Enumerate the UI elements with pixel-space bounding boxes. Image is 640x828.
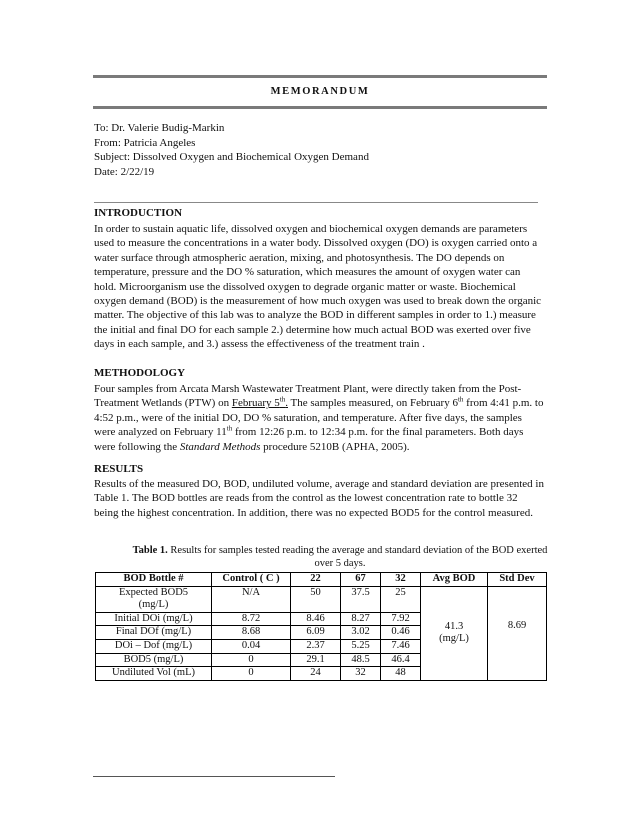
results-paragraph: Results of the measured DO, BOD, undiluted volume, average and standard deviation are presented in Table 1. The BOD bottles are reads from the control as the lowest concentration rate to bottle 32 being the highest concentration. In addition, there was no expected BOD5 for the control measured. — [94, 478, 544, 519]
table-cell: 32 — [341, 667, 381, 681]
intro-paragraph: In order to sustain aquatic life, dissolved oxygen and biochemical oxygen demands are parameters used to measure the concentrations in a water body. Dissolved oxygen (DO) is oxygen carried onto a water surface through atmospheric aeration, mixing, and photosynthesis. The DO depends on temperature, pressure and the DO % saturation, which measures the amount of oxygen water can hold. Microorganism use the dissolved oxygen to degrade organic matter or waste. Biochemical oxygen demand (BOD) is the measurement of how much oxygen was used to break down the organic matter. The objective of this lab was to analyze the BOD in different samples in order to 1.) measure the initial and final DO for each sample 2.) determine how much actual BOD was exerted over five days in each sample, and 3.) assess the effectiveness of the treatment train . — [94, 223, 542, 351]
avg-bod-value: 41.3 — [444, 620, 464, 632]
methodology-date: February 5 — [231, 397, 280, 410]
methodology-sup-2: th — [457, 395, 464, 404]
table-header-row — [96, 573, 547, 587]
memo-subject: Subject: Dissolved Oxygen and Biochemical Oxygen Demand — [94, 151, 369, 164]
header-cell: Avg BOD — [421, 573, 488, 587]
memo-to: To: Dr. Valerie Budig-Markin — [94, 122, 225, 134]
memo-title: MEMORANDUM — [270, 86, 370, 97]
std-dev-cell — [488, 586, 547, 680]
methodology-date-link: February 5th. — [231, 395, 288, 410]
header-cell: 32 — [381, 573, 421, 587]
footnote-rule — [93, 776, 335, 777]
table-cell: 48.5 — [341, 653, 381, 667]
methodology-sup-3: th — [226, 424, 233, 433]
table-cell: 2.37 — [291, 639, 341, 653]
header-cell: Control ( C ) — [212, 573, 291, 587]
results-table — [95, 572, 547, 681]
table-cell: Expected BOD5 (mg/L) — [96, 586, 212, 612]
table-cell: 7.46 — [381, 639, 421, 653]
results-heading: RESULTS — [94, 463, 144, 475]
table-caption — [130, 545, 550, 570]
table-cell: 8.46 — [291, 612, 341, 626]
table-cell: N/A — [212, 586, 291, 612]
table-cell: 46.4 — [381, 653, 421, 667]
methodology-text-3: from 4:41 p.m. to 4:52 p.m., were of the initial DO, DO % saturation, and temperature. After five days, the samples were analyzed on February 11 — [94, 397, 544, 439]
header-divider — [94, 202, 538, 203]
table-cell: Undiluted Vol (mL) — [96, 667, 212, 681]
table-cell: 8.68 — [212, 626, 291, 640]
table-cell: 50 — [291, 586, 341, 612]
table-cell: BOD5 (mg/L) — [96, 653, 212, 667]
memo-from: From: Patricia Angeles — [94, 136, 196, 149]
table-cell: 0 — [212, 667, 291, 681]
table-cell: 0.04 — [212, 639, 291, 653]
intro-heading: INTRODUCTION — [94, 207, 183, 219]
memo-date: Date: 2/22/19 — [94, 165, 155, 178]
avg-bod-unit: (mg/L) — [439, 633, 469, 645]
table-cell: 0.46 — [381, 626, 421, 640]
caption-text: Results for samples tested reading the average and standard deviation of the BOD exerted over 5 days. — [167, 545, 548, 569]
header-cell: BOD Bottle # — [96, 573, 212, 587]
table-cell: DOi – Dof (mg/L) — [96, 639, 212, 653]
top-rule — [93, 75, 547, 78]
table-cell: 3.02 — [341, 626, 381, 640]
table-cell: 24 — [291, 667, 341, 681]
methodology-date-sup: th — [279, 395, 286, 404]
table-cell: 37.5 — [341, 586, 381, 612]
table-cell: 6.09 — [291, 626, 341, 640]
table-cell: 8.72 — [212, 612, 291, 626]
table-cell: 5.25 — [341, 639, 381, 653]
header-cell: Std Dev — [488, 573, 547, 587]
std-dev-value: 8.69 — [507, 620, 527, 632]
methodology-text-5: procedure 5210B (APHA, 2005). — [260, 440, 410, 453]
table-cell: 29.1 — [291, 653, 341, 667]
memo-header — [94, 121, 369, 179]
title-rule — [93, 106, 547, 109]
methodology-italic: Standard Methods — [179, 440, 261, 453]
table-row — [96, 586, 547, 612]
methodology-text-1: Four samples from Arcata Marsh Wastewater Treatment Plant, were directly taken from the Post-Treatment Wetlands (PTW) on — [94, 383, 522, 410]
table-cell: 0 — [212, 653, 291, 667]
header-cell: 67 — [341, 573, 381, 587]
header-cell: 22 — [291, 573, 341, 587]
table-cell: 48 — [381, 667, 421, 681]
table-cell: 7.92 — [381, 612, 421, 626]
methodology-text-2: The samples measured, on February 6 — [288, 397, 458, 410]
caption-label: Table 1. — [132, 545, 168, 556]
methodology-heading: METHODOLOGY — [94, 367, 186, 379]
methodology-text-4: from 12:26 p.m. to 12:34 p.m. for the final parameters. Both days were following the — [94, 426, 524, 453]
table-cell: Initial DOi (mg/L) — [96, 612, 212, 626]
avg-bod-cell — [421, 586, 488, 680]
table-cell: 8.27 — [341, 612, 381, 626]
methodology-paragraph — [94, 382, 544, 454]
table-cell: 25 — [381, 586, 421, 612]
table-cell: Final DOf (mg/L) — [96, 626, 212, 640]
